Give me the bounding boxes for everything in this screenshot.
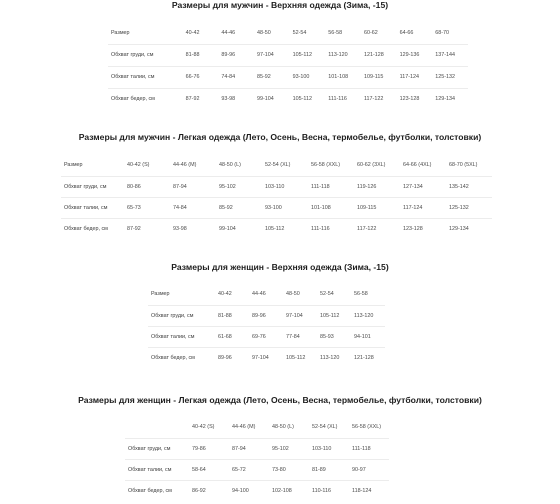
table-cell: 111-116 [311,225,330,232]
table-cell: 85-93 [317,326,351,347]
table-cell: 129-136 [397,44,433,66]
table-cell: 52-54 (XL) [262,155,308,176]
row-label: Обхват бедер, см [111,96,155,103]
table-cell: 99-104 [256,96,274,103]
row-label: Обхват груди, см [61,176,124,197]
table-cell: 60-62 [361,22,397,44]
table-cell: 87-94 [229,438,269,459]
table-cell: 80-86 [124,176,170,197]
table-cell: 94-100 [232,487,249,494]
table-cell: 52-54 [290,22,326,44]
table-cell: 44-46 [218,22,254,44]
table-header-row [61,155,492,176]
row-label: Обхват талии, см [108,66,183,88]
table-cell: 113-120 [351,305,385,326]
table-cell: 58-64 [189,459,229,480]
table-cell: 40-42 [215,284,249,305]
table-cell: 137-144 [432,44,468,66]
table-cell: 93-100 [262,197,308,218]
table-cell: 86-92 [192,487,206,494]
table-cell: 90-97 [349,459,389,480]
table-cell: 81-88 [183,44,219,66]
table-cell: 109-115 [361,66,397,88]
table-cell: 121-128 [354,354,374,361]
table-cell: 93-98 [173,225,187,232]
table-row [125,438,389,459]
table-cell: 105-112 [290,44,326,66]
section-title: Размеры для женщин - Легкая одежда (Лето, Осень, Весна, термобелье, футболки, толстовки) [78,395,482,405]
table-cell: 119-126 [354,176,400,197]
table-row [125,480,389,501]
table-cell: 68-70 [432,22,468,44]
table-cell: 56-58 [351,284,385,305]
table-cell: 79-86 [189,438,229,459]
table-cell: 61-68 [215,326,249,347]
table-cell: 40-42 [183,22,219,44]
table-cell: 87-92 [127,225,141,232]
section-title: Размеры для мужчин - Легкая одежда (Лето, Осень, Весна, термобелье, футболки, толстовки) [78,132,482,142]
table-cell: 105-112 [265,225,285,232]
size-table-men-light [61,155,492,239]
table-cell: 117-124 [397,66,433,88]
row-label: Обхват груди, см [148,305,215,326]
row-label: Обхват груди, см [108,44,183,66]
table-cell: 48-50 (L) [216,155,262,176]
table-cell: 125-132 [432,66,468,88]
table-cell: 117-122 [363,96,384,103]
table-cell: 81-89 [309,459,349,480]
table-cell: 117-124 [400,197,446,218]
table-cell: 113-120 [320,354,340,361]
table-cell: 77-84 [283,326,317,347]
table-cell: 65-72 [229,459,269,480]
table-cell: 93-100 [290,66,326,88]
row-label: Обхват бедер, см [128,487,172,494]
table-cell: 102-108 [272,487,292,494]
table-row [148,305,385,326]
table-cell: 64-66 [397,22,433,44]
table-cell: 135-142 [446,176,492,197]
row-label: Размер [148,284,215,305]
table-cell: 87-94 [170,176,216,197]
table-cell: 111-118 [308,176,354,197]
row-label [125,417,189,438]
table-row [125,459,389,480]
table-cell: 74-84 [170,197,216,218]
table-cell: 109-115 [354,197,400,218]
row-label: Размер [108,22,183,44]
table-header-row [148,284,385,305]
table-cell: 95-102 [216,176,262,197]
table-cell: 48-50 [283,284,317,305]
table-row [148,347,385,368]
size-table-women-outerwear [148,284,385,368]
table-cell: 85-92 [254,66,290,88]
table-cell: 93-98 [221,96,236,103]
size-table-women-light [125,417,389,501]
table-cell: 52-54 [317,284,351,305]
table-cell: 64-66 (4XL) [400,155,446,176]
table-cell: 105-112 [292,96,313,103]
table-cell: 101-108 [325,66,361,88]
table-cell: 56-58 (XXL) [308,155,354,176]
table-cell: 81-88 [215,305,249,326]
table-cell: 118-124 [352,487,372,494]
table-cell: 103-110 [309,438,349,459]
table-cell: 69-76 [249,326,283,347]
table-cell: 44-46 (M) [229,417,269,438]
table-cell: 65-73 [124,197,170,218]
table-cell: 44-46 [249,284,283,305]
table-cell: 99-104 [219,225,236,232]
table-cell: 48-50 (L) [269,417,309,438]
table-header-row [108,22,468,44]
table-cell: 111-118 [349,438,389,459]
section-title: Размеры для мужчин - Верхняя одежда (Зима, -15) [171,0,389,10]
table-cell: 89-96 [218,354,232,361]
table-cell: 103-110 [262,176,308,197]
table-row [61,197,492,218]
table-cell: 94-101 [351,326,385,347]
table-cell: 123-128 [399,96,420,103]
table-cell: 89-96 [218,44,254,66]
table-cell: 97-104 [252,354,269,361]
table-cell: 97-104 [283,305,317,326]
table-cell: 60-62 (3XL) [354,155,400,176]
table-cell: 129-134 [449,225,469,232]
table-row [108,44,468,66]
table-cell: 66-76 [183,66,219,88]
table-cell: 123-128 [403,225,423,232]
table-cell: 89-96 [249,305,283,326]
row-label: Обхват талии, см [148,326,215,347]
table-cell: 74-84 [218,66,254,88]
section-title: Размеры для женщин - Верхняя одежда (Зима, -15) [171,262,389,272]
row-label: Обхват груди, см [125,438,189,459]
table-cell: 87-92 [185,96,200,103]
table-cell: 127-134 [400,176,446,197]
table-cell: 121-128 [361,44,397,66]
table-cell: 56-58 [325,22,361,44]
table-cell: 105-112 [286,354,306,361]
row-label: Размер [61,155,124,176]
table-cell: 44-46 (M) [170,155,216,176]
table-cell: 85-92 [216,197,262,218]
row-label: Обхват талии, см [125,459,189,480]
size-table-men-outerwear [108,22,468,110]
row-label: Обхват талии, см [61,197,124,218]
table-cell: 68-70 (5XL) [446,155,492,176]
table-row [61,218,492,239]
table-cell: 56-58 (XXL) [349,417,389,438]
table-cell: 113-120 [325,44,361,66]
table-cell: 111-116 [328,96,347,103]
table-cell: 117-122 [357,225,377,232]
table-cell: 73-80 [269,459,309,480]
table-cell: 52-54 (XL) [309,417,349,438]
table-cell: 105-112 [317,305,351,326]
table-cell: 125-132 [446,197,492,218]
table-row [148,326,385,347]
table-row [61,176,492,197]
table-cell: 129-134 [435,96,456,103]
table-cell: 110-116 [312,487,331,494]
table-cell: 40-42 (S) [124,155,170,176]
table-cell: 95-102 [269,438,309,459]
table-cell: 101-108 [308,197,354,218]
table-row [108,88,468,110]
row-label: Обхват бедер, см [151,354,195,361]
table-row [108,66,468,88]
table-header-row [125,417,389,438]
table-cell: 48-50 [254,22,290,44]
table-cell: 97-104 [254,44,290,66]
row-label: Обхват бедер, см [64,225,108,232]
table-cell: 40-42 (S) [189,417,229,438]
